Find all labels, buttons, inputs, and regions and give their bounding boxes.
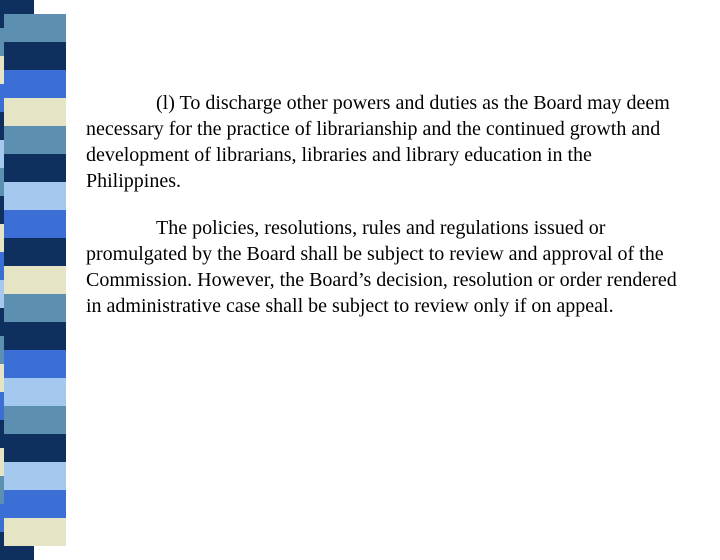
paragraph-board-duties: (l) To discharge other powers and duties as the Board may deem necessary for the practice of librarianship and the continued growth and development of librarians, libraries and library education in the Philippines. [86,92,670,192]
strip-block [4,14,66,42]
strip-block [4,42,66,70]
strip-block [4,210,66,238]
slide-body-text [86,90,686,319]
strip-block [4,266,66,294]
strip-block [4,126,66,154]
strip-block [4,434,66,462]
strip-block [4,182,66,210]
strip-block [4,462,66,490]
strip-block [4,322,66,350]
strip-block [4,490,66,518]
decorative-side-strip [0,0,66,540]
strip-block [4,238,66,266]
strip-block [4,70,66,98]
strip-block [4,98,66,126]
strip-block [4,378,66,406]
strip-block [4,154,66,182]
strip-block [4,406,66,434]
strip-block [4,294,66,322]
strip-block [4,350,66,378]
strip-block [4,518,66,546]
paragraph-review-approval: The policies, resolutions, rules and regulations issued or promulgated by the Board shall be subject to review and approval of the Commission. However, the Board’s decision, resolution or order rendered in administrative case shall be subject to review only if on appeal. [86,217,677,317]
